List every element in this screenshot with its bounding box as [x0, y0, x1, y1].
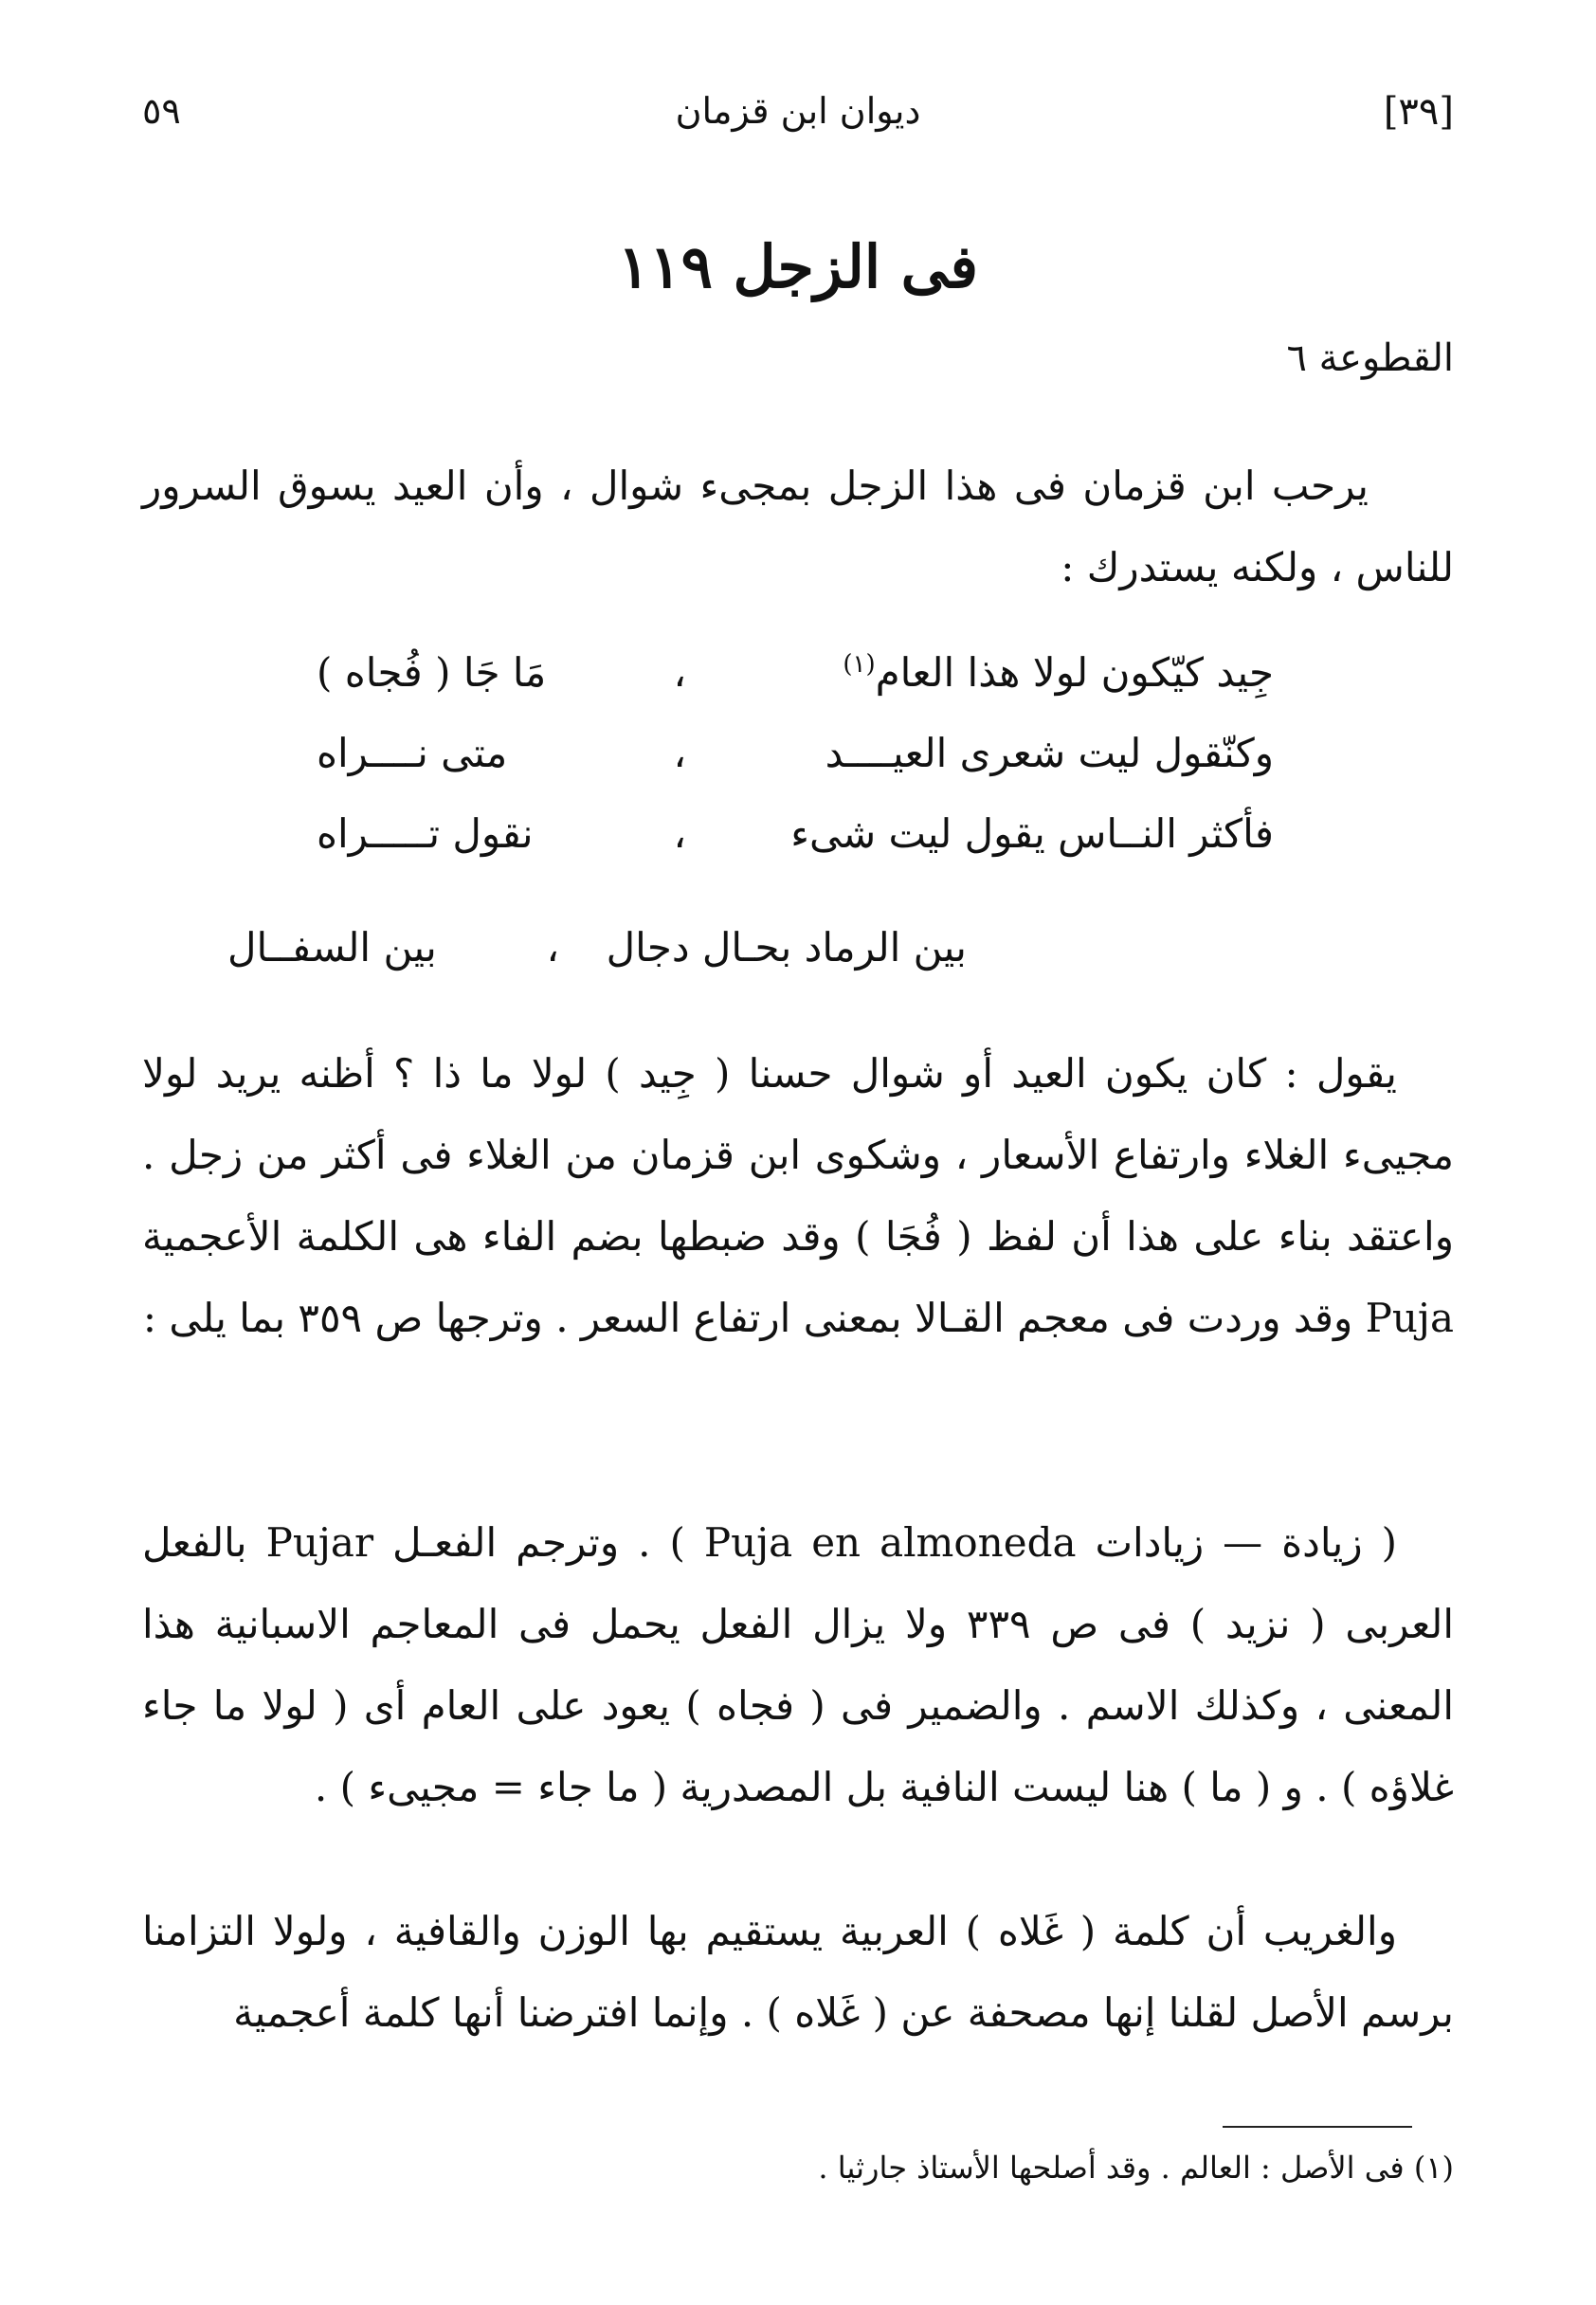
verse-first-hemistich: وكنّقول ليت شعرى العيــــد [825, 730, 1274, 776]
verse-first-hemistich: فأكثر النــاس يقول ليت شىء [790, 810, 1274, 857]
footnote-marker: (١) [843, 650, 876, 679]
verse-refrain [227, 924, 967, 1005]
verse-first-hemistich: جِيد كيّكون لولا هذا العام$^{(١)}$ [843, 649, 1274, 696]
latin-term: Puja en almoneda [703, 1519, 1077, 1566]
verse-separator: ، [673, 730, 686, 776]
poem-verses [317, 649, 1274, 891]
footnote: (١) فى الأصل : العالم . وقد أصلحها الأستاذ جارثيا . [818, 2150, 1454, 2186]
latin-term: Puja [1365, 1295, 1454, 1341]
verse-second-hemistich: متى نــــراه [317, 730, 508, 776]
intro-paragraph: يرحب ابن قزمان فى هذا الزجل بمجىء شوال ، وأن العيد يسوق السرور للناس ، ولكنه يستدرك : [142, 463, 1454, 590]
page-number: ٥٩ [142, 90, 181, 132]
page-header [142, 90, 1454, 147]
verse-second-hemistich: نقول تـــــراه [317, 810, 534, 857]
verse-line [317, 810, 1274, 891]
page-title: فى الزجل ١١٩ [618, 232, 978, 301]
section-subtitle: القطوعة ٦ [1286, 336, 1454, 380]
latin-term: Pujar [265, 1519, 374, 1566]
verse-second-hemistich: مَا جَا ( فُجاه ) [317, 649, 547, 696]
verse-separator: ، [673, 649, 686, 696]
translation-paragraph: ( زيادة — زيادات Puja en almoneda ) . وترجم الفعـل Pujar بالفعل العربى ( نزيد ) فى ص ٣٣٩ ولا يزال الفعل يحمل فى المعاجم الاسبانية هذا المعنى ، وكذلك الاسم . والضمير فى ( فجاه ) يعود على العام أى ( لولا ما جاء غلاؤه ) . و ( ما ) هنا ليست النافية بل المصدرية ( ما جاء = مجيىء ) . [142, 1519, 1455, 1810]
verse-line [317, 649, 1274, 730]
commentary-paragraph: يقول : كان يكون العيد أو شوال حسنا ( جِيد ) لولا ما ذا ؟ أظنه يريد لولا مجيىء الغلاء وارتفاع الأسعار ، وشكوى ابن قزمان من الغلاء فى أكثر من زجل . واعتقد بناء على هذا أن لفظ ( فُجَا ) وقد ضبطها بضم الفاء هى الكلمة الأعجمية Puja وقد وردت فى معجم القـالا بمعنى ارتفاع السعر . وترجها ص ٣٥٩ بما يلى : [142, 1050, 1454, 1341]
conclusion-paragraph: والغريب أن كلمة ( غَلاه ) العربية يستقيم بها الوزن والقافية ، ولولا التزامنا برسم الأصل لقلنا إنها مصحفة عن ( غَلاه ) . وإنما افترضنا أنها كلمة أعجمية [142, 1908, 1454, 2036]
verse-separator: ، [673, 810, 686, 857]
footnote-divider [1223, 2126, 1412, 2128]
verse-second-hemistich: بين السفــال [227, 924, 437, 971]
verse-first-hemistich: بين الرماد بحـال دجال [606, 924, 967, 971]
section-number: [٣٩] [1383, 90, 1454, 134]
verse-line [317, 730, 1274, 810]
running-title: ديوان ابن قزمان [675, 90, 921, 132]
verse-separator: ، [546, 924, 559, 971]
